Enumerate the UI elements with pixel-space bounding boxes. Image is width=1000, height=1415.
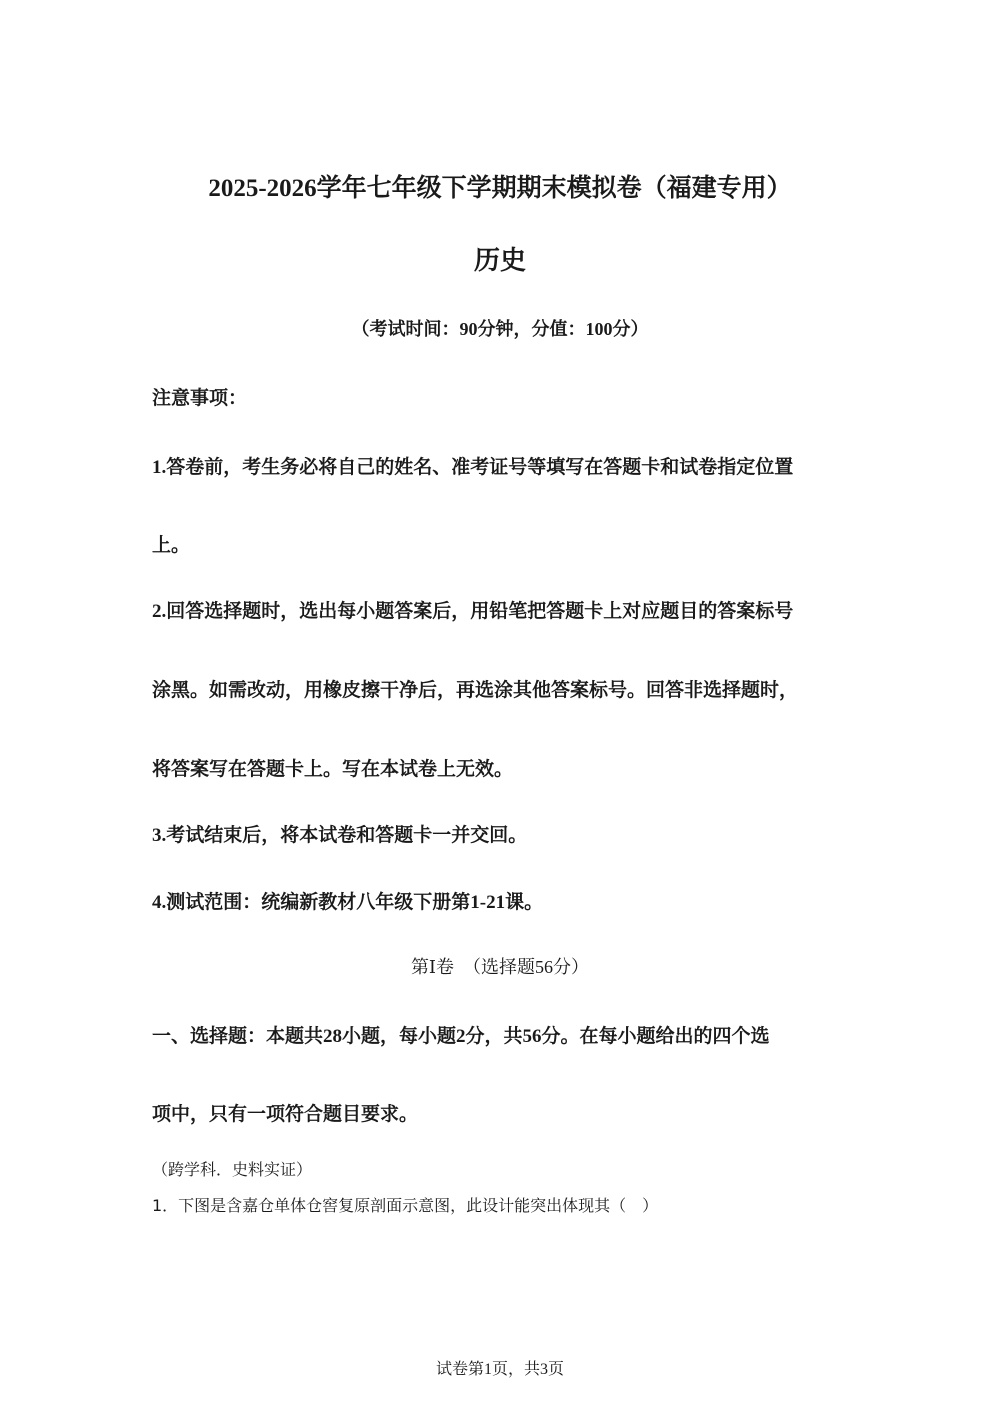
exam-info: （考试时间：90分钟，分值：100分） [351, 319, 649, 339]
notice-item-1-line-2: 上。 [152, 535, 191, 556]
subject-title: 历史 [473, 246, 526, 275]
notice-item-2-line-1: 2.回答选择题时，选出每小题答案后，用铅笔把答题卡上对应题目的答案标号 [152, 601, 794, 622]
question-1-text: 1．下图是含嘉仓单体仓窖复原剖面示意图，此设计能突出体现其（ ） [152, 1196, 659, 1215]
section-instruction-line-2: 项中，只有一项符合题目要求。 [152, 1104, 419, 1125]
notice-item-3: 3.考试结束后，将本试卷和答题卡一并交回。 [152, 825, 528, 846]
section-label: 第Ⅰ卷 （选择题56分） [410, 957, 590, 977]
question-tag: （跨学科．史料实证） [152, 1160, 313, 1179]
notice-item-2-line-3: 将答案写在答题卡上。写在本试卷上无效。 [152, 759, 514, 780]
notice-heading: 注意事项： [152, 388, 248, 409]
notice-item-1-line-1: 1.答卷前，考生务必将自己的姓名、准考证号等填写在答题卡和试卷指定位置 [152, 457, 794, 478]
notice-item-4: 4.测试范围：统编新教材八年级下册第1-21课。 [152, 892, 544, 913]
section-instruction-line-1: 一、选择题：本题共28小题，每小题2分，共56分。在每小题给出的四个选 [152, 1026, 770, 1047]
notice-item-2-line-2: 涂黑。如需改动，用橡皮擦干净后，再选涂其他答案标号。回答非选择题时， [152, 680, 799, 701]
page-footer: 试卷第1页，共3页 [435, 1361, 564, 1378]
exam-title: 2025-2026学年七年级下学期期末模拟卷（福建专用） [208, 175, 792, 202]
